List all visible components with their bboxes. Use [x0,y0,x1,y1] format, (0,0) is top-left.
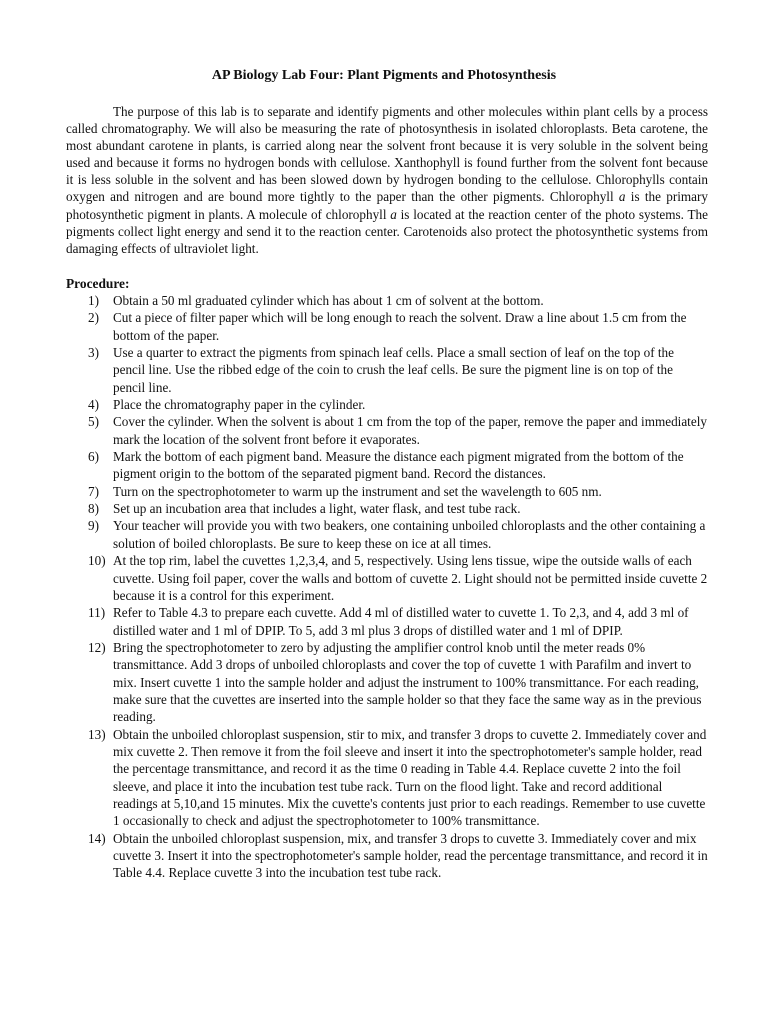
step-text: Mark the bottom of each pigment band. Measure the distance each pigment migrated from the bottom of the pigment origin to the bottom of the separated pigment band. Record the distances. [113,449,684,482]
step-text: Set up an incubation area that includes a light, water flask, and test tube rack. [113,501,521,517]
step-text: Bring the spectrophotometer to zero by adjusting the amplifier control knob until the meter reads 0% transmittance. Add 3 drops of unboiled chloroplasts and cover the top of cuvette 1 with Parafilm and invert to mix. Insert cuvette 1 into the sample holder and adjust the instrument to 100% transmittance. For each reading, make sure that the cuvettes are inserted into the sample holder so that they face the same way as in the previous reading. [113,639,702,725]
step-text: Cover the cylinder. When the solvent is about 1 cm from the top of the paper, remove the paper and immediately mark the location of the solvent front before it evaporates. [113,414,707,447]
step-text: At the top rim, label the cuvettes 1,2,3,4, and 5, respectively. Using lens tissue, wipe the outside walls of each cuvette. Using foil paper, cover the walls and bottom of cuvette 2. Light should not be permitted inside cuvette 2 because it is a control for this experiment. [113,553,708,603]
procedure-step [88,726,708,830]
intro-text-part-3: is located at the reaction center of the photo systems. The pigments collect light energy and send it to the reaction center. Carotenoids also protect the photosynthetic systems from damaging effects of ultraviolet light. [66,206,708,256]
step-number: 13) [88,726,106,742]
procedure-step [88,483,708,500]
step-text: Turn on the spectrophotometer to warm up the instrument and set the wavelength to 605 nm. [113,483,602,499]
step-text: Your teacher will provide you with two beakers, one containing unboiled chloroplasts and the other containing a solution of boiled chloroplasts. Be sure to keep these on ice at all times. [113,518,706,551]
intro-paragraph [66,103,708,257]
step-number: 14) [88,830,106,846]
procedure-step [88,830,708,882]
step-number: 9) [88,518,99,534]
procedure-step [88,500,708,517]
procedure-step [88,292,708,309]
step-number: 1) [88,293,99,308]
procedure-step [88,396,708,413]
step-text: Obtain the unboiled chloroplast suspension, stir to mix, and transfer 3 drops to cuvette 2. Immediately cover and mix cuvette 2. Then remove it from the foil sleeve and insert it into the spectrophotometer's sample holder, read the percentage transmittance, and record it as the time 0 reading in Table 4.4. Replace cuvette 2 into the foil sleeve, and place it into the incubation test tube rack. Turn on the flood light. Take and record additional readings at 5,10,and 15 minutes. Mix the cuvette's contents just prior to each readings. Remember to use cuvette 1 occasionally to check and adjust the spectrophotometer to 100% transmittance. [113,726,707,829]
intro-text-part-2: is the primary photosynthetic pigment in plants. A molecule of chlorophyll [66,189,708,222]
intro-italic-a-1: a [618,189,626,205]
step-number: 5) [88,414,99,430]
step-number: 12) [88,639,106,655]
step-text: Cut a piece of filter paper which will be long enough to reach the solvent. Draw a line about 1.5 cm from the bottom of the paper. [113,310,687,343]
step-text: Use a quarter to extract the pigments from spinach leaf cells. Place a small section of leaf on the top of the pencil line. Use the ribbed edge of the coin to crush the leaf cells. Be sure the pigment line is on top of the pencil line. [113,345,675,395]
procedure-heading: Procedure: [66,276,130,291]
step-text: Place the chromatography paper in the cylinder. [113,397,366,413]
procedure-step [88,448,708,483]
step-number: 11) [88,605,106,621]
procedure-step [88,413,708,448]
step-text: Obtain a 50 ml graduated cylinder which has about 1 cm of solvent at the bottom. [113,293,544,308]
procedure-step [88,604,708,639]
procedure-step [88,639,708,726]
step-number: 8) [88,501,99,517]
step-number: 10) [88,553,106,569]
page-title: AP Biology Lab Four: Plant Pigments and Photosynthesis [211,68,557,83]
step-number: 2) [88,310,99,326]
step-number: 7) [88,483,99,499]
procedure-step [88,517,708,552]
step-text: Refer to Table 4.3 to prepare each cuvette. Add 4 ml of distilled water to cuvette 1. To 2,3, and 4, add 3 ml of distilled water and 1 ml of DPIP. To 5, add 3 ml plus 3 drops of distilled water and 1 ml of DPIP. [113,605,689,638]
intro-text-part-1: The purpose of this lab is to separate and identify pigments and other molecules within plant cells by a process called chromatography. We will also be measuring the rate of photosynthesis in isolated chloroplasts. Beta carotene, the most abundant carotene in plants, is carried along near the solvent front because it is very soluble in the solvent being used and because it forms no hydrogen bonds with cellulose. Xanthophyll is found further from the solvent font because it is less soluble in the solvent and has been slowed down by hydrogen bonding to the cellulose. Chlorophylls contain oxygen and nitrogen and are bound more tightly to the paper than the other pigments. Chlorophyll [66,104,708,205]
procedure-list [88,292,708,882]
procedure-step [88,309,708,344]
intro-italic-a-2: a [390,206,397,222]
procedure-step [88,552,708,604]
procedure-step [88,344,708,396]
step-number: 6) [88,449,99,465]
step-number: 3) [88,345,99,361]
step-number: 4) [88,397,99,413]
step-text: Obtain the unboiled chloroplast suspension, mix, and transfer 3 drops to cuvette 3. Immediately cover and mix cuvette 3. Insert it into the spectrophotometer's sample holder, read the percentage transmittance, and record it in Table 4.4. Replace cuvette 3 into the incubation test tube rack. [113,830,708,881]
